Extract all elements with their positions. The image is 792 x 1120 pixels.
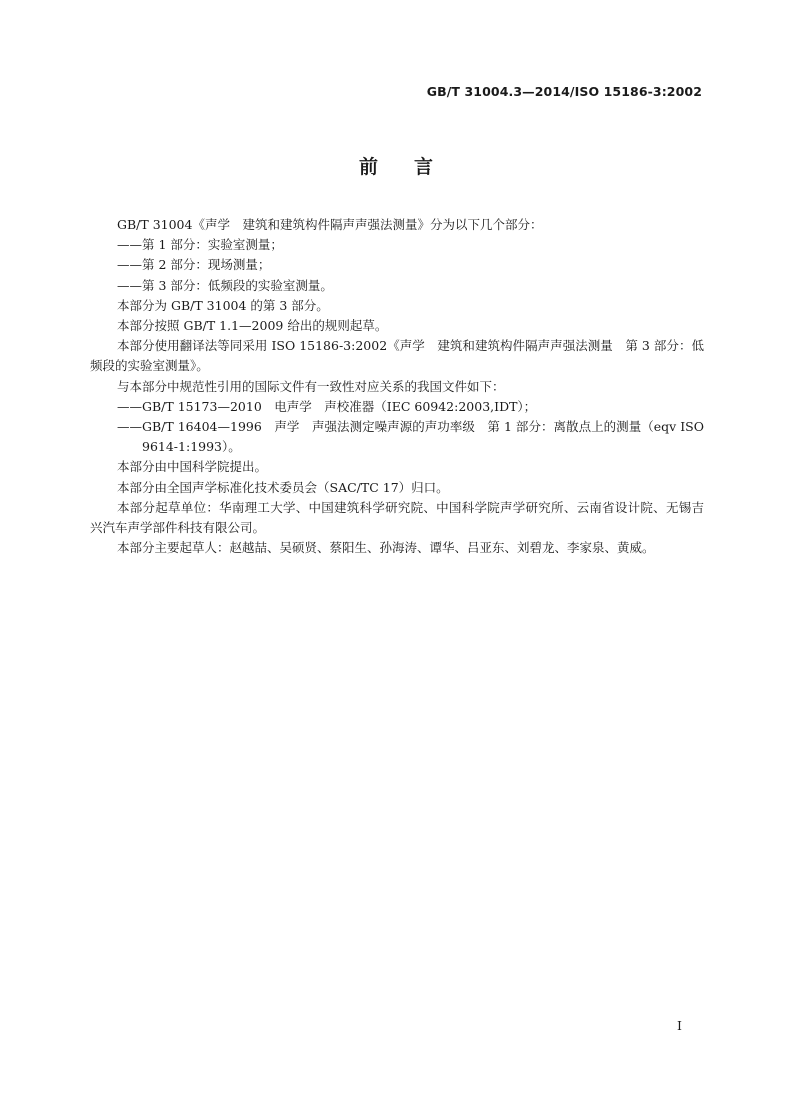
paragraph: 本部分起草单位：华南理工大学、中国建筑科学研究院、中国科学院声学研究所、云南省设计院、无锡吉兴汽车声学部件科技有限公司。 [90,499,704,536]
paragraph: 本部分按照 GB/T 1.1—2009 给出的规则起草。 [117,318,388,334]
list-item: ——GB/T 15173—2010 电声学 声校准器（IEC 60942:2003,IDT）； [117,398,537,414]
page-number: I [677,1018,682,1033]
paragraph: 本部分为 GB/T 31004 的第 3 部分。 [117,297,329,313]
page-title: 前言 [358,156,469,178]
list-item: ——GB/T 16404—1996 声学 声强法测定噪声源的声功率级 第 1 部分：离散点上的测量（eqv ISO 9614-1:1993）。 [117,419,704,455]
list-item: ——第 1 部分：实验室测量； [117,237,283,253]
paragraph: 与本部分中规范性引用的国际文件有一致性对应关系的我国文件如下： [117,378,505,394]
paragraph: 本部分由中国科学院提出。 [117,459,268,475]
foreword-body [90,215,704,558]
paragraph: 本部分使用翻译法等同采用 ISO 15186-3:2002《声学 建筑和建筑构件隔声声强法测量 第 3 部分：低频段的实验室测量》。 [90,338,704,374]
paragraph: 本部分主要起草人：赵越喆、吴硕贤、蔡阳生、孙海涛、谭华、吕亚东、刘碧龙、李家泉、黄威。 [117,540,655,556]
standard-code-header: GB/T 31004.3—2014/ISO 15186-3:2002 [426,84,702,99]
list-item: ——第 3 部分：低频段的实验室测量。 [117,277,333,293]
paragraph: GB/T 31004《声学 建筑和建筑构件隔声声强法测量》分为以下几个部分： [117,217,543,232]
paragraph: 本部分由全国声学标准化技术委员会（SAC/TC 17）归口。 [117,479,449,495]
list-item: ——第 2 部分：现场测量； [117,257,271,273]
